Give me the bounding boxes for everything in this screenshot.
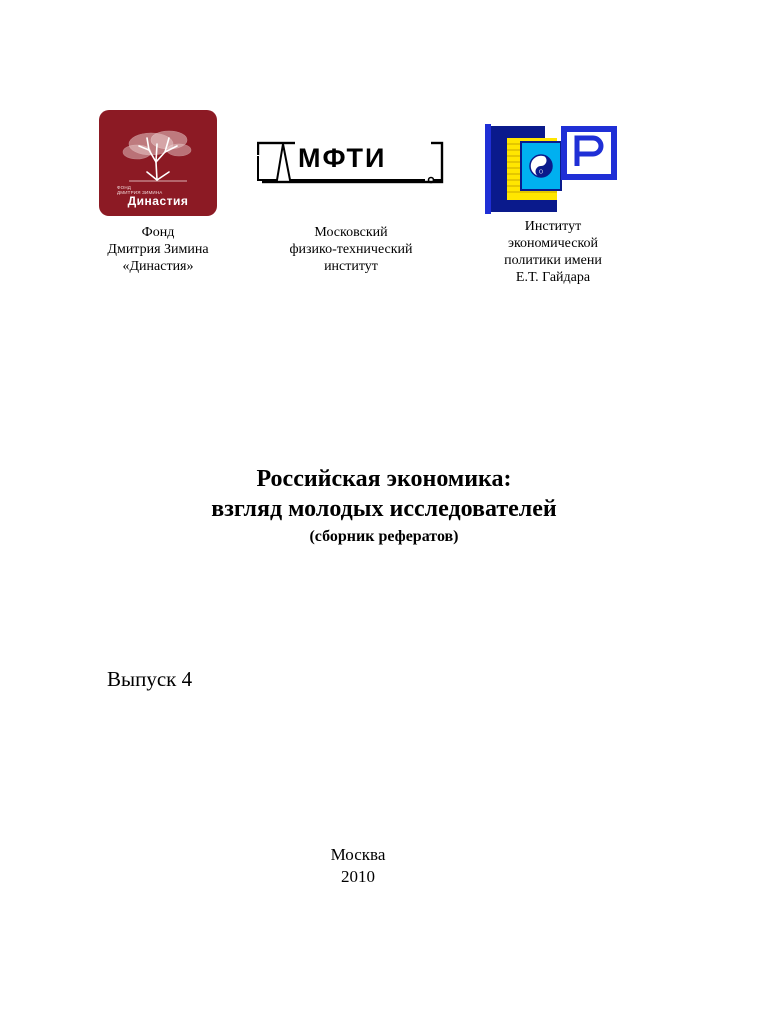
caption-line: Институт xyxy=(524,219,582,234)
caption-line: политики имени xyxy=(504,253,602,268)
dynasty-caption xyxy=(80,224,236,275)
issue-number: Выпуск 4 xyxy=(107,667,193,691)
document-title xyxy=(0,464,768,524)
mipt-logo-text: МФТИ xyxy=(298,143,387,173)
iep-logo-graphic xyxy=(483,120,623,216)
caption-line: экономической xyxy=(507,236,599,251)
dynasty-small-line: ДМИТРИЯ ЗИМИНА xyxy=(117,190,163,195)
iep-caption xyxy=(468,218,638,286)
mipt-logo xyxy=(257,140,445,186)
publication-year: 2010 xyxy=(341,867,375,886)
iep-gaidar-logo xyxy=(483,120,623,216)
caption-line: физико-технический xyxy=(289,242,413,257)
caption-line: институт xyxy=(324,259,378,274)
caption-line: Фонд xyxy=(141,225,175,240)
publication-place xyxy=(0,844,716,888)
publication-city: Москва xyxy=(330,845,386,864)
document-subtitle: (сборник рефератов) xyxy=(309,528,459,545)
dynasty-foundation-logo xyxy=(99,110,217,216)
dynasty-small-line: ФОНД xyxy=(117,185,132,190)
dynasty-logo-name: Династия xyxy=(127,194,189,208)
caption-line: «Династия» xyxy=(122,259,194,274)
title-line-2: взгляд молодых исследователей xyxy=(211,496,557,522)
caption-line: Московский xyxy=(314,225,388,240)
caption-line: Е.Т. Гайдара xyxy=(515,270,591,285)
yin-yang-icon xyxy=(530,155,552,177)
mipt-caption xyxy=(263,224,439,275)
title-line-1: Российская экономика: xyxy=(256,466,512,492)
caption-line: Дмитрия Зимина xyxy=(107,242,209,257)
